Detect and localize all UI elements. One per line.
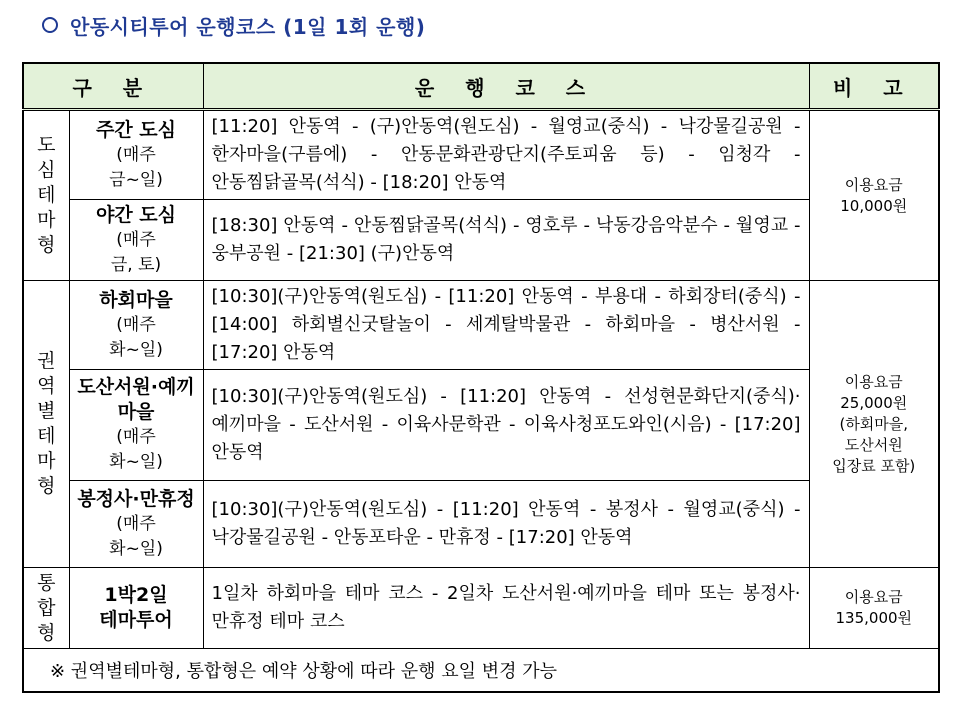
- header-route: 운 행 코 스: [203, 63, 809, 110]
- group-label-city: 도 심 테 마 형: [23, 110, 69, 281]
- course-route-integrated: 1일차 하회마을 테마 코스 - 2일차 도산서원·예끼마을 테마 또는 봉정사·만휴정 테마 코스: [203, 568, 809, 649]
- group-label-integrated: 통 합 형: [23, 568, 69, 649]
- header-category: 구 분: [23, 63, 203, 110]
- group-label-regional: 권 역 별 테 마 형: [23, 281, 69, 568]
- course-name-night-city: 야간 도심 (매주 금, 토): [69, 200, 203, 281]
- table-row: [23, 110, 939, 200]
- table-row: [23, 281, 939, 370]
- table-row: [23, 568, 939, 649]
- page-title-text: 안동시티투어 운행코스 (1일 1회 운행): [70, 14, 426, 39]
- course-name-bongjeong: 봉정사·만휴정 (매주 화~일): [69, 481, 203, 568]
- table-row: [23, 481, 939, 568]
- group-note-regional: 이용요금 25,000원 (하회마을, 도산서원 입장료 포함): [809, 281, 939, 568]
- table-row: [23, 370, 939, 481]
- group-note-city: 이용요금 10,000원: [809, 110, 939, 281]
- table-row: [23, 200, 939, 281]
- header-note: 비 고: [809, 63, 939, 110]
- page-title: [42, 8, 425, 42]
- course-table: [22, 62, 940, 693]
- course-route-bongjeong: [10:30](구)안동역(원도심) - [11:20] 안동역 - 봉정사 - 월영교(중식) - 낙강물길공원 - 안동포타운 - 만휴정 - [17:20] 안동역: [203, 481, 809, 568]
- table-header-row: [23, 63, 939, 110]
- course-name-integrated: 1박2일 테마투어: [69, 568, 203, 649]
- course-route-night-city: [18:30] 안동역 - 안동찜닭골목(석식) - 영호루 - 낙동강음악분수 - 월영교 - 웅부공원 - [21:30] (구)안동역: [203, 200, 809, 281]
- course-route-hahoe: [10:30](구)안동역(원도심) - [11:20] 안동역 - 부용대 - 하회장터(중식) - [14:00] 하회별신굿탈놀이 - 세계탈박물관 - 하회마을 - 병산서원 - [17:20] 안동역: [203, 281, 809, 370]
- course-route-day-city: [11:20] 안동역 - (구)안동역(원도심) - 월영교(중식) - 낙강물길공원 - 한자마을(구름에) - 안동문화관광단지(주토피움 등) - 임청각 - 안동찜닭골목(석식) - [18:20] 안동역: [203, 110, 809, 200]
- circle-bullet-icon: [42, 17, 58, 33]
- footer-row: [23, 649, 939, 693]
- footer-note: ※ 권역별테마형, 통합형은 예약 상황에 따라 운행 요일 변경 가능: [23, 649, 939, 693]
- course-name-dosan: 도산서원·예끼마을 (매주 화~일): [69, 370, 203, 481]
- course-route-dosan: [10:30](구)안동역(원도심) - [11:20] 안동역 - 선성현문화단지(중식)·예끼마을 - 도산서원 - 이육사문학관 - 이육사청포도와인(시음) - [17:20] 안동역: [203, 370, 809, 481]
- course-name-hahoe: 하회마을 (매주 화~일): [69, 281, 203, 370]
- course-name-day-city: 주간 도심 (매주 금~일): [69, 110, 203, 200]
- group-note-integrated: 이용요금 135,000원: [809, 568, 939, 649]
